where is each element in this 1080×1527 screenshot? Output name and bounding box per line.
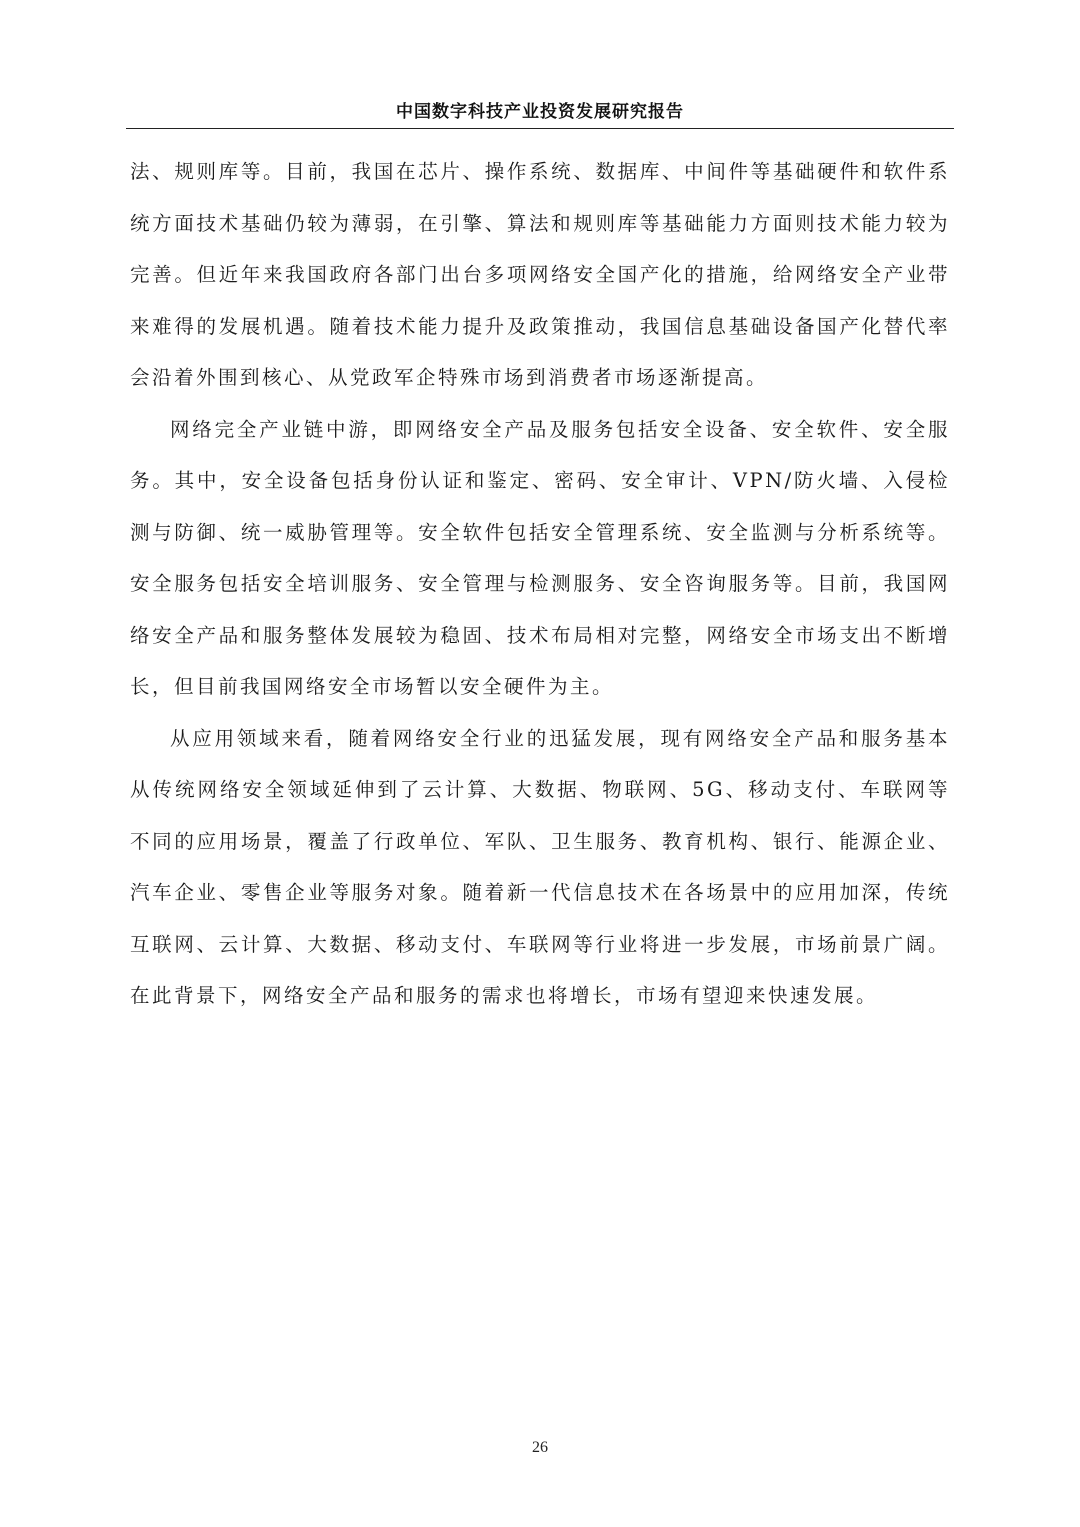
- paragraph-midstream: 网络完全产业链中游，即网络安全产品及服务包括安全设备、安全软件、安全服务。其中，安全设备包括身份认证和鉴定、密码、安全审计、VPN/防火墙、入侵检测与防御、统一威胁管理等。安全软件包括安全管理系统、安全监测与分析系统等。安全服务包括安全培训服务、安全管理与检测服务、安全咨询服务等。目前，我国网络安全产品和服务整体发展较为稳固、技术布局相对完整，网络安全市场支出不断增长，但目前我国网络安全市场暂以安全硬件为主。: [130, 417, 950, 698]
- report-header-title: 中国数字科技产业投资发展研究报告: [396, 102, 684, 122]
- paragraph-continuation: 法、规则库等。目前，我国在芯片、操作系统、数据库、中间件等基础硬件和软件系统方面技术基础仍较为薄弱，在引擎、算法和规则库等基础能力方面则技术能力较为完善。但近年来我国政府各部门出台多项网络安全国产化的措施，给网络安全产业带来难得的发展机遇。随着技术能力提升及政策推动，我国信息基础设备国产化替代率会沿着外围到核心、从党政军企特殊市场到消费者市场逐渐提高。: [130, 160, 950, 389]
- header-divider: [126, 128, 954, 129]
- page-number: 26: [532, 1439, 548, 1456]
- paragraph-applications: 从应用领域来看，随着网络安全行业的迅猛发展，现有网络安全产品和服务基本从传统网络安全领域延伸到了云计算、大数据、物联网、5G、移动支付、车联网等不同的应用场景，覆盖了行政单位、军队、卫生服务、教育机构、银行、能源企业、汽车企业、零售企业等服务对象。随着新一代信息技术在各场景中的应用加深，传统互联网、云计算、大数据、移动支付、车联网等行业将进一步发展，市场前景广阔。在此背景下，网络安全产品和服务的需求也将增长，市场有望迎来快速发展。: [130, 726, 950, 1007]
- body-text: [130, 146, 950, 1022]
